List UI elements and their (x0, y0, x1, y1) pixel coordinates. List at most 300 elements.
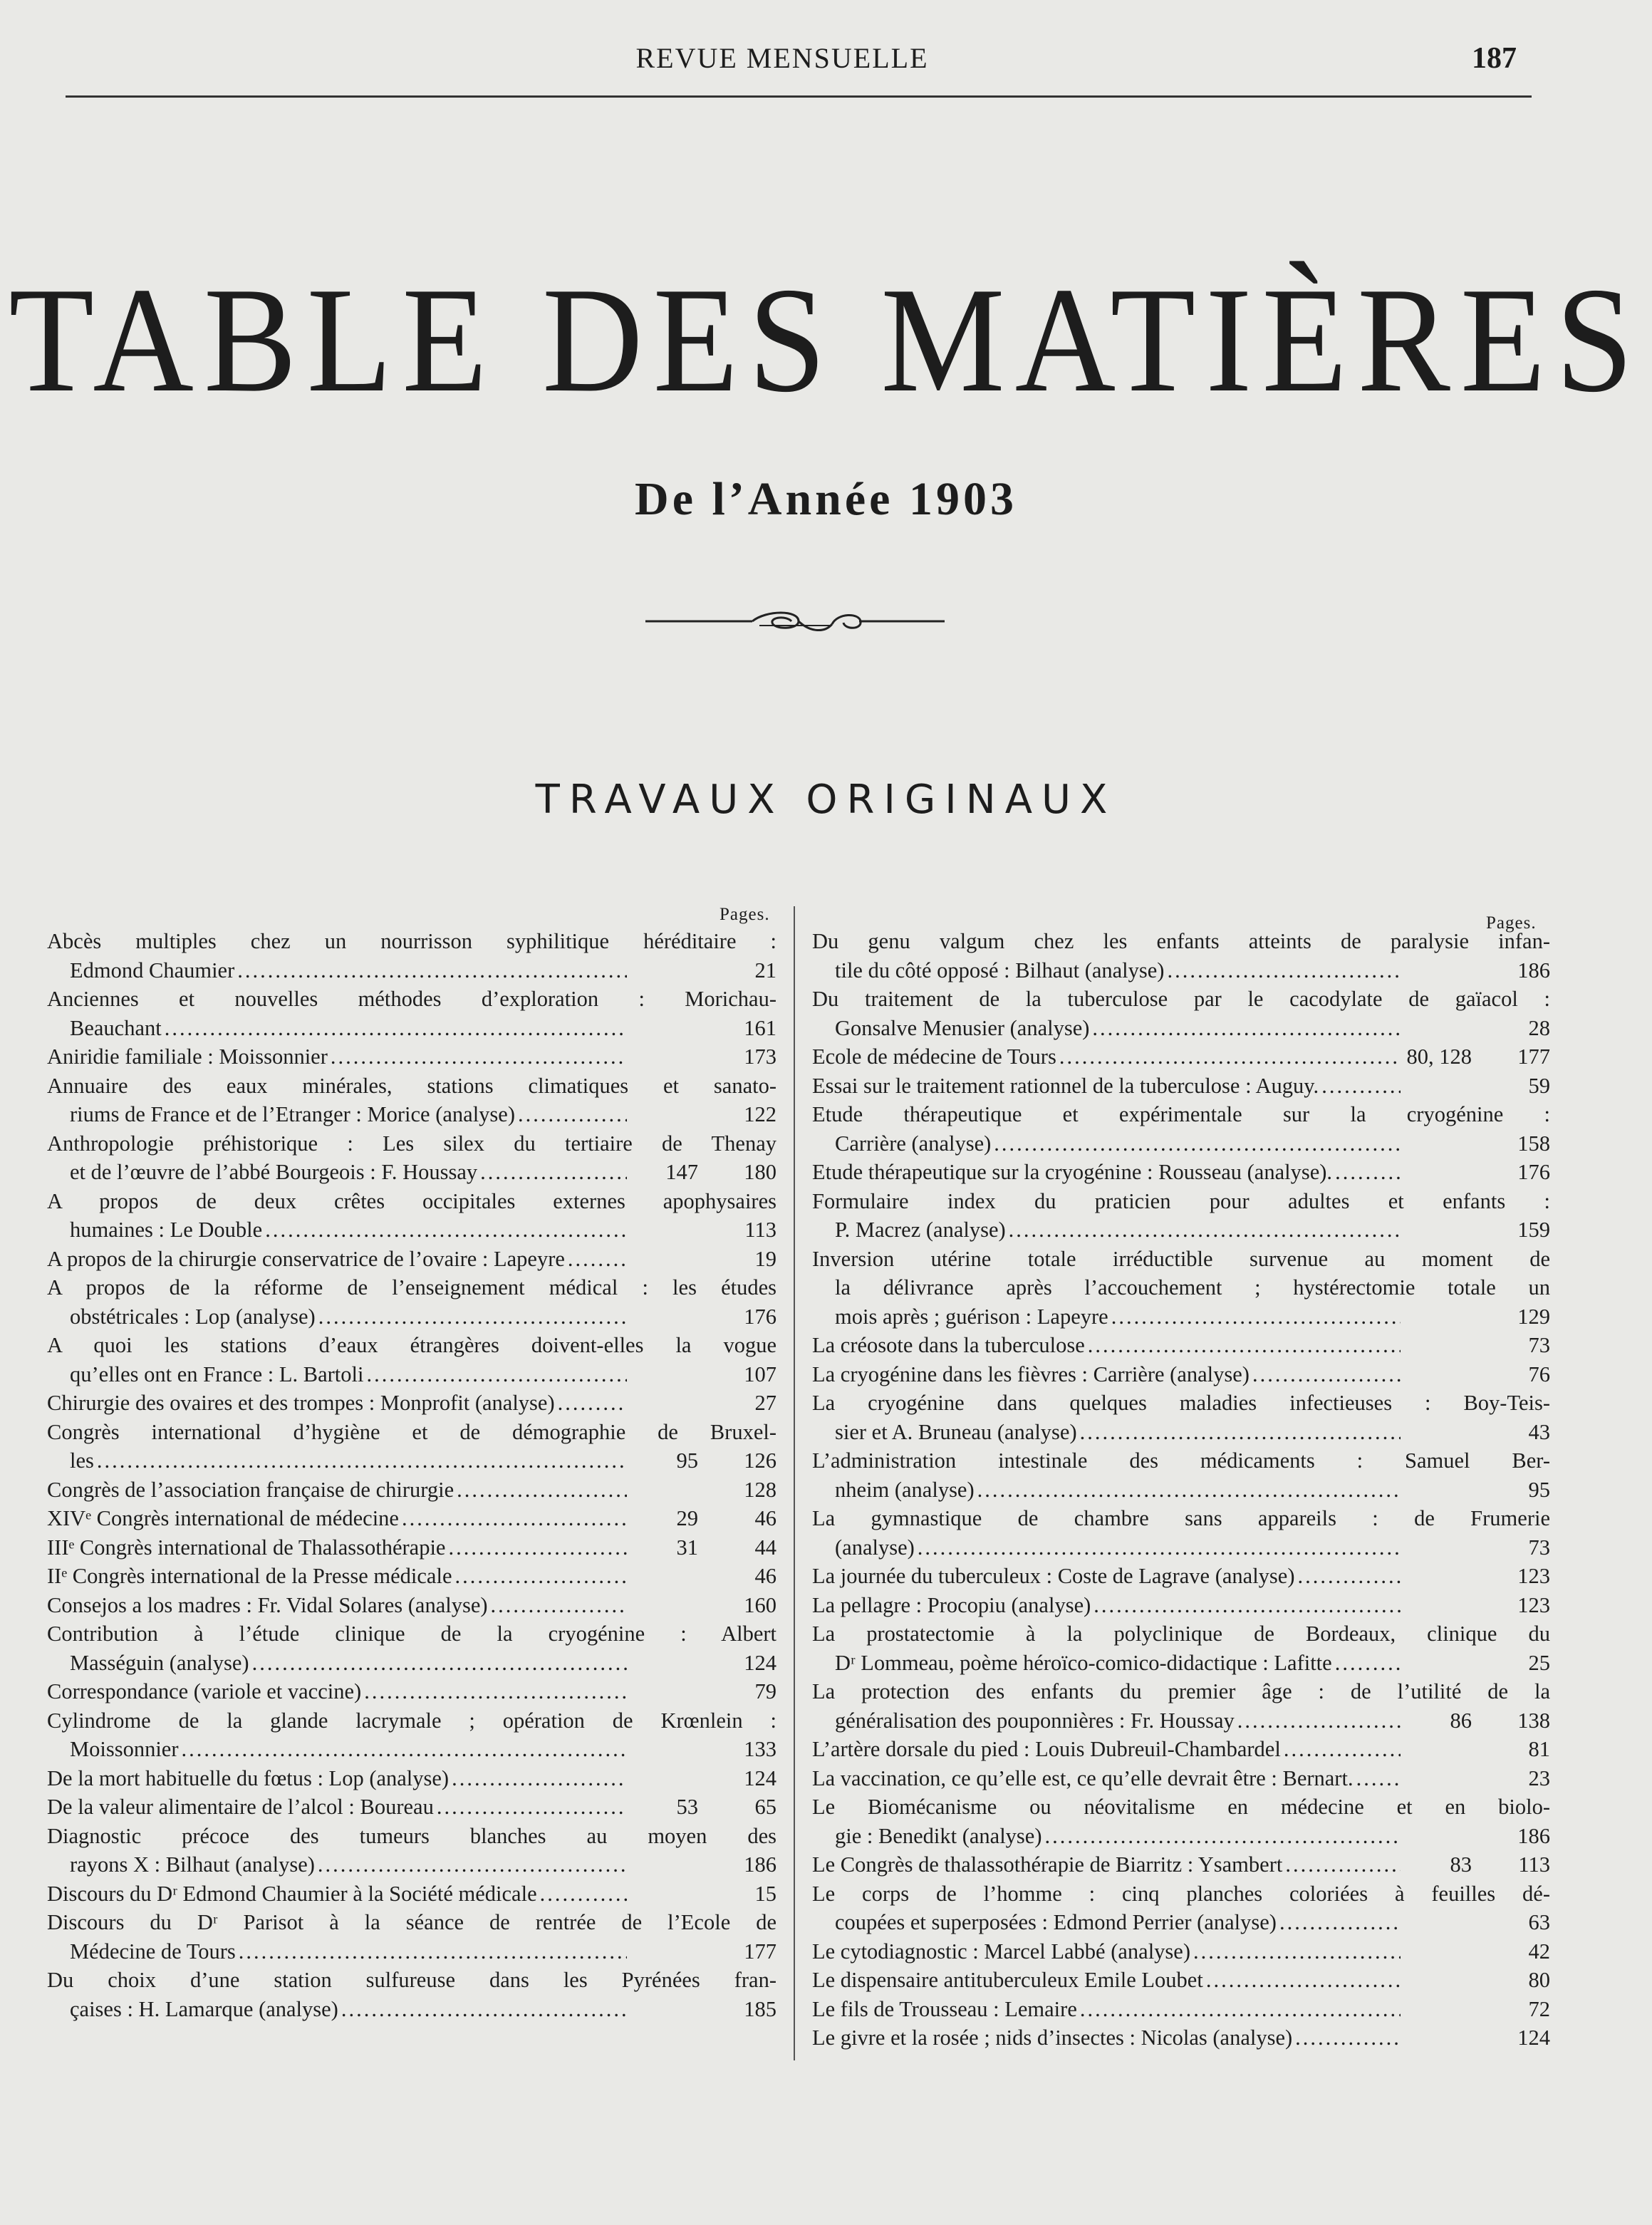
entry-page-number: 124 (1517, 2026, 1550, 2050)
entry-page-number: 73 (1528, 1333, 1550, 1357)
entry-page-number: 158 (1517, 1131, 1550, 1156)
toc-entry (812, 1937, 1550, 1966)
dot-leader (402, 1504, 627, 1533)
entry-last-line (812, 1215, 1550, 1245)
section-title: TRAVAUX ORIGINAUX (535, 777, 1117, 823)
entry-extra-page: 86 (1450, 1708, 1472, 1733)
entry-page-number: 81 (1528, 1737, 1550, 1761)
entry-page-number: 186 (1517, 958, 1550, 982)
dot-leader (454, 1562, 627, 1591)
dot-leader (1009, 1215, 1401, 1245)
toc-entry (47, 1966, 776, 2023)
running-title: REVUE MENSUELLE (635, 42, 929, 74)
toc-entry (812, 1158, 1550, 1187)
entry-text-line: Dʳ Lommeau, poème héroïco-comico-didactique : Lafitte (835, 1650, 1332, 1675)
ornament-divider-icon (645, 607, 945, 636)
column-divider (794, 906, 795, 2060)
dot-leader (1111, 1302, 1401, 1332)
toc-entry (47, 1562, 776, 1591)
entry-extra-page: 53 (676, 1795, 698, 1819)
entry-text-line: La protection des enfants du premier âge : de l’utilité de la (812, 1679, 1550, 1703)
toc-entry (812, 1504, 1550, 1562)
entry-text-line: la délivrance après l’accouchement ; hystérectomie totale un (835, 1275, 1550, 1300)
dot-leader (265, 1215, 627, 1245)
dot-leader (448, 1533, 627, 1562)
toc-left-column (47, 927, 776, 2023)
entry-text-line: nheim (analyse) (835, 1477, 975, 1502)
pages-header-right: Pages. (1486, 913, 1537, 933)
entry-text-line: La journée du tuberculeux : Coste de Lagrave (analyse) (812, 1564, 1295, 1588)
entry-last-line (47, 1591, 776, 1620)
dot-leader (1237, 1706, 1401, 1736)
dot-leader (1295, 2023, 1401, 2053)
entry-text-line: Contribution à l’étude clinique de la cryogénine : Albert (47, 1622, 776, 1646)
toc-entry (47, 1908, 776, 1966)
entry-last-line (812, 1158, 1550, 1187)
toc-entry (812, 1360, 1550, 1389)
entry-last-line (812, 1764, 1550, 1793)
entry-page-number: 123 (1517, 1564, 1550, 1588)
toc-entry (812, 1677, 1550, 1735)
entry-last-line (812, 1331, 1550, 1360)
entry-text-line: Le Biomécanisme ou néovitalisme en médecine et en biolo- (812, 1795, 1550, 1819)
entry-text-line: Discours du Dʳ Parisot à la séance de rentrée de l’Ecole de (47, 1910, 776, 1934)
dot-leader (341, 1995, 627, 2024)
entry-last-line (812, 1706, 1550, 1736)
dot-leader (1059, 1042, 1401, 1072)
entry-page-number: 107 (744, 1362, 776, 1386)
dot-leader (1088, 1331, 1401, 1360)
toc-entry (47, 1677, 776, 1706)
entry-page-number: 65 (754, 1795, 776, 1819)
entry-last-line (47, 956, 776, 985)
entry-page-number: 173 (744, 1044, 776, 1069)
entry-text-line: Essai sur le traitement rationnel de la tuberculose : Auguy. (812, 1073, 1319, 1098)
toc-entry (812, 1245, 1550, 1332)
entry-last-line (812, 1937, 1550, 1966)
entry-last-line (47, 1302, 776, 1332)
entry-text-line: riums de France et de l’Etranger : Morice (analyse) (70, 1102, 515, 1126)
entry-text-line: De la valeur alimentaire de l’alcol : Boureau (47, 1795, 434, 1819)
toc-entry (812, 927, 1550, 985)
entry-last-line (812, 1072, 1550, 1101)
entry-last-line (812, 956, 1550, 985)
entry-text-line: Carrière (analyse) (835, 1131, 992, 1156)
entry-text-line: et de l’œuvre de l’abbé Bourgeois : F. Houssay (70, 1160, 478, 1184)
entry-text-line: Moissonnier (70, 1737, 179, 1761)
entry-page-number: 133 (744, 1737, 776, 1761)
entry-text-line: les (70, 1448, 94, 1473)
dot-leader (1206, 1966, 1401, 1995)
entry-text-line: Gonsalve Menusier (analyse) (835, 1015, 1090, 1040)
entry-text-line: Médecine de Tours (70, 1939, 236, 1964)
entry-text-line: Le fils de Trousseau : Lemaire (812, 1996, 1077, 2021)
toc-entry (47, 1764, 776, 1793)
entry-text-line: Masséguin (analyse) (70, 1650, 249, 1675)
dot-leader (457, 1475, 627, 1505)
entry-text-line: A propos de la réforme de l’enseignement médical : les études (47, 1275, 776, 1300)
entry-text-line: Correspondance (variole et vaccine) (47, 1679, 362, 1703)
page-number: 187 (1472, 42, 1517, 75)
entry-page-number: 177 (1517, 1044, 1550, 1069)
dot-leader (1167, 956, 1401, 985)
entry-text-line: P. Macrez (analyse) (835, 1218, 1006, 1242)
entry-page-number: 129 (1517, 1304, 1550, 1329)
entry-text-line: Annuaire des eaux minérales, stations climatiques et sanato- (47, 1073, 776, 1098)
entry-text-line: Anciennes et nouvelles méthodes d’exploration : Morichau- (47, 987, 776, 1011)
dot-leader (977, 1475, 1401, 1505)
entry-page-number: 43 (1528, 1419, 1550, 1444)
toc-entry (47, 1504, 776, 1533)
toc-entry (47, 927, 776, 985)
entry-page-number: 159 (1517, 1218, 1550, 1242)
entry-page-number: 46 (754, 1506, 776, 1530)
dot-leader (1080, 1995, 1401, 2024)
dot-leader (1252, 1360, 1401, 1389)
entry-last-line (47, 1042, 776, 1072)
entry-text-line: IIᵉ Congrès international de la Presse médicale (47, 1564, 452, 1588)
dot-leader (318, 1302, 627, 1332)
entry-text-line: tile du côté opposé : Bilhaut (analyse) (835, 958, 1165, 982)
toc-entry (812, 985, 1550, 1042)
entry-last-line (812, 1850, 1550, 1879)
entry-text-line: Du genu valgum chez les enfants atteints de paralysie infan- (812, 929, 1550, 953)
entry-page-number: 185 (744, 1996, 776, 2021)
dot-leader (918, 1533, 1401, 1562)
toc-entry (812, 1072, 1550, 1101)
entry-text-line: Le dispensaire antituberculeux Emile Loubet (812, 1968, 1203, 1992)
entry-text-line: çaises : H. Lamarque (analyse) (70, 1996, 338, 2021)
entry-page-number: 76 (1528, 1362, 1550, 1386)
entry-text-line: Beauchant (70, 1015, 162, 1040)
entry-text-line: La gymnastique de chambre sans appareils : de Frumerie (812, 1506, 1550, 1530)
entry-page-number: 79 (754, 1679, 776, 1703)
toc-entry (812, 1042, 1550, 1072)
entry-last-line (812, 1042, 1550, 1072)
entry-last-line (812, 1649, 1550, 1678)
dot-leader (1335, 1649, 1401, 1678)
entry-page-number: 138 (1517, 1708, 1550, 1733)
entry-page-number: 176 (744, 1304, 776, 1329)
entry-last-line (812, 1360, 1550, 1389)
page-title: TABLE DES MATIÈRES (9, 256, 1643, 424)
entry-extra-page: 83 (1450, 1852, 1472, 1877)
entry-text-line: A quoi les stations d’eaux étrangères doivent-elles la vogue (47, 1333, 776, 1357)
entry-page-number: 186 (744, 1852, 776, 1877)
entry-text-line: qu’elles ont en France : L. Bartoli (70, 1362, 364, 1386)
entry-text-line: Consejos a los madres : Fr. Vidal Solares (analyse) (47, 1592, 488, 1617)
dot-leader (1321, 1072, 1401, 1101)
toc-entry (47, 1331, 776, 1389)
toc-entry (812, 1100, 1550, 1158)
entry-text-line: La créosote dans la tuberculose (812, 1333, 1085, 1357)
dot-leader (1356, 1764, 1401, 1793)
entry-text-line: rayons X : Bilhaut (analyse) (70, 1852, 315, 1877)
entry-page-number: 28 (1528, 1015, 1550, 1040)
dot-leader (182, 1735, 628, 1764)
entry-last-line (47, 1533, 776, 1562)
pages-header-left: Pages. (719, 905, 770, 924)
entry-text-line: Le Congrès de thalassothérapie de Biarritz : Ysambert (812, 1852, 1283, 1877)
entry-last-line (47, 1360, 776, 1389)
toc-entry (812, 1389, 1550, 1446)
entry-last-line (812, 1418, 1550, 1447)
entry-page-number: 124 (744, 1650, 776, 1675)
entry-page-number: 21 (754, 958, 776, 982)
entry-last-line (47, 1504, 776, 1533)
entry-last-line (47, 1735, 776, 1764)
entry-text-line: IIIᵉ Congrès international de Thalassothérapie (47, 1535, 446, 1560)
toc-entry (812, 2023, 1550, 2053)
running-header (0, 41, 1652, 77)
entry-last-line (47, 1793, 776, 1822)
entry-last-line (47, 1764, 776, 1793)
dot-leader (318, 1850, 627, 1879)
entry-text-line: obstétricales : Lop (analyse) (70, 1304, 316, 1329)
entry-last-line (812, 1533, 1550, 1562)
entry-text-line: Formulaire index du praticien pour adultes et enfants : (812, 1188, 1550, 1213)
toc-entry (812, 1187, 1550, 1245)
dot-leader (366, 1360, 627, 1389)
entry-last-line (47, 1995, 776, 2024)
toc-entry (47, 1389, 776, 1418)
entry-last-line (812, 1966, 1550, 1995)
entry-text-line: Etude thérapeutique et expérimentale sur la cryogénine : (812, 1102, 1550, 1126)
entry-text-line: Du traitement de la tuberculose par le cacodylate de gaïacol : (812, 987, 1550, 1011)
toc-entry (47, 1129, 776, 1187)
dot-leader (1298, 1562, 1401, 1591)
toc-entry (47, 1822, 776, 1879)
entry-last-line (812, 1591, 1550, 1620)
toc-entry (47, 1418, 776, 1475)
entry-extra-page: 147 (665, 1160, 698, 1184)
dot-leader (331, 1042, 627, 1072)
entry-text-line: A propos de la chirurgie conservatrice de l’ovaire : Lapeyre (47, 1246, 565, 1271)
entry-last-line (47, 1850, 776, 1879)
entry-text-line: La pellagre : Procopiu (analyse) (812, 1592, 1091, 1617)
entry-text-line: Etude thérapeutique sur la cryogénine : Rousseau (analyse). (812, 1160, 1333, 1184)
dot-leader (364, 1677, 627, 1706)
entry-text-line: Du choix d’une station sulfureuse dans les Pyrénées fran- (47, 1968, 776, 1992)
entry-text-line: Ecole de médecine de Tours (812, 1044, 1056, 1069)
entry-page-number: 128 (744, 1477, 776, 1502)
entry-text-line: La cryogénine dans quelques maladies infectieuses : Boy-Teis- (812, 1391, 1550, 1415)
entry-last-line (47, 1245, 776, 1274)
entry-page-number: 46 (754, 1564, 776, 1588)
entry-text-line: humaines : Le Double (70, 1218, 263, 1242)
entry-page-number: 80 (1528, 1968, 1550, 1992)
entry-text-line: A propos de deux crêtes occipitales externes apophysaires (47, 1188, 776, 1213)
entry-page-number: 186 (1517, 1823, 1550, 1848)
entry-text-line: Congrès de l’association française de chirurgie (47, 1477, 454, 1502)
entry-page-number: 124 (744, 1765, 776, 1790)
toc-entry (812, 1793, 1550, 1850)
toc-entry (812, 1331, 1550, 1360)
toc-entry (47, 1619, 776, 1677)
dot-leader (1080, 1418, 1401, 1447)
entry-page-number: 122 (744, 1102, 776, 1126)
entry-page-number: 177 (744, 1939, 776, 1964)
toc-entry (47, 1706, 776, 1764)
entry-page-number: 160 (744, 1592, 776, 1617)
entry-page-number: 15 (754, 1881, 776, 1906)
entry-page-number: 44 (754, 1535, 776, 1560)
entry-text-line: L’artère dorsale du pied : Louis Dubreuil-Chambardel (812, 1737, 1281, 1761)
entry-last-line (47, 1649, 776, 1678)
entry-page-number: 180 (744, 1160, 776, 1184)
dot-leader (1285, 1850, 1401, 1879)
toc-entry (812, 1735, 1550, 1764)
entry-last-line (47, 1475, 776, 1505)
entry-text-line: Discours du Dʳ Edmond Chaumier à la Société médicale (47, 1881, 537, 1906)
entry-text-line: XIVᵉ Congrès international de médecine (47, 1506, 399, 1530)
entry-text-line: Le corps de l’homme : cinq planches coloriées à feuilles dé- (812, 1881, 1550, 1906)
dot-leader (1045, 1822, 1401, 1851)
entry-last-line (812, 1014, 1550, 1043)
toc-entry (47, 1245, 776, 1274)
entry-text-line: L’administration intestinale des médicaments : Samuel Ber- (812, 1448, 1550, 1473)
entry-last-line (812, 1995, 1550, 2024)
entry-page-number: 123 (1517, 1592, 1550, 1617)
header-rule (66, 95, 1532, 98)
entry-extra-page: 80, 128 (1406, 1044, 1472, 1069)
dot-leader (452, 1764, 627, 1793)
entry-text-line: Cylindrome de la glande lacrymale ; opération de Krœnlein : (47, 1708, 776, 1733)
dot-leader (491, 1591, 627, 1620)
entry-text-line: gie : Benedikt (analyse) (835, 1823, 1042, 1848)
dot-leader (97, 1446, 627, 1475)
toc-entry (47, 1475, 776, 1505)
entry-text-line: Anthropologie préhistorique : Les silex du tertiaire de Thenay (47, 1131, 776, 1156)
toc-entry (812, 1850, 1550, 1879)
toc-entry (47, 1042, 776, 1072)
entry-page-number: 95 (1528, 1477, 1550, 1502)
toc-entry (812, 1591, 1550, 1620)
toc-entry (47, 1793, 776, 1822)
entry-page-number: 126 (744, 1448, 776, 1473)
entry-text-line: Chirurgie des ovaires et des trompes : Monprofit (analyse) (47, 1391, 555, 1415)
dot-leader (568, 1245, 627, 1274)
entry-page-number: 113 (1518, 1852, 1550, 1877)
entry-extra-page: 31 (676, 1535, 698, 1560)
toc-entry (47, 1187, 776, 1245)
entry-text-line: Aniridie familiale : Moissonnier (47, 1044, 328, 1069)
entry-last-line (812, 1302, 1550, 1332)
entry-text-line: Le givre et la rosée ; nids d’insectes : Nicolas (analyse) (812, 2026, 1293, 2050)
entry-text-line: Edmond Chaumier (70, 958, 235, 982)
entry-text-line: coupées et superposées : Edmond Perrier (analyse) (835, 1910, 1277, 1934)
dot-leader (1193, 1937, 1401, 1966)
dot-leader (252, 1649, 627, 1678)
entry-page-number: 25 (1528, 1650, 1550, 1675)
entry-text-line: Diagnostic précoce des tumeurs blanches au moyen des (47, 1823, 776, 1848)
entry-text-line: généralisation des pouponnières : Fr. Houssay (835, 1708, 1235, 1733)
entry-page-number: 113 (744, 1218, 776, 1242)
entry-last-line (47, 1215, 776, 1245)
toc-entry (47, 1533, 776, 1562)
entry-page-number: 161 (744, 1015, 776, 1040)
dot-leader (1279, 1908, 1401, 1937)
entry-last-line (47, 1014, 776, 1043)
entry-text-line: De la mort habituelle du fœtus : Lop (analyse) (47, 1765, 450, 1790)
toc-entry (47, 1273, 776, 1331)
entry-page-number: 72 (1528, 1996, 1550, 2021)
entry-last-line (812, 1562, 1550, 1591)
entry-last-line (812, 1822, 1550, 1851)
toc-entry (812, 1446, 1550, 1504)
entry-text-line: Abcès multiples chez un nourrisson syphilitique héréditaire : (47, 929, 776, 953)
toc-entry (812, 1879, 1550, 1937)
entry-extra-page: 29 (676, 1506, 698, 1530)
entry-page-number: 23 (1528, 1765, 1550, 1790)
toc-entry (47, 1072, 776, 1129)
dot-leader (540, 1879, 627, 1909)
entry-page-number: 59 (1528, 1073, 1550, 1098)
entry-last-line (812, 1475, 1550, 1505)
entry-text-line: sier et A. Bruneau (analyse) (835, 1419, 1077, 1444)
toc-entry (47, 985, 776, 1042)
entry-last-line (47, 1100, 776, 1129)
entry-last-line (47, 1937, 776, 1966)
dot-leader (1092, 1014, 1401, 1043)
entry-last-line (812, 1908, 1550, 1937)
dot-leader (1335, 1158, 1401, 1187)
dot-leader (437, 1793, 627, 1822)
dot-leader (480, 1158, 627, 1187)
entry-page-number: 19 (754, 1246, 776, 1271)
toc-entry (47, 1591, 776, 1620)
toc-entry (47, 1879, 776, 1909)
entry-last-line (47, 1389, 776, 1418)
toc-right-column (812, 927, 1550, 2053)
dot-leader (239, 1937, 627, 1966)
dot-leader (237, 956, 627, 985)
toc-entry (812, 1619, 1550, 1677)
dot-leader (994, 1129, 1401, 1158)
entry-page-number: 42 (1528, 1939, 1550, 1964)
entry-extra-page: 95 (676, 1448, 698, 1473)
entry-text-line: mois après ; guérison : Lapeyre (835, 1304, 1108, 1329)
dot-leader (165, 1014, 627, 1043)
entry-text-line: La prostatectomie à la polyclinique de Bordeaux, clinique du (812, 1622, 1550, 1646)
dot-leader (558, 1389, 627, 1418)
entry-last-line (812, 1129, 1550, 1158)
entry-text-line: Inversion utérine totale irréductible survenue au moment de (812, 1246, 1550, 1271)
entry-page-number: 27 (754, 1391, 776, 1415)
entry-text-line: (analyse) (835, 1535, 915, 1560)
dot-leader (1284, 1735, 1401, 1764)
entry-last-line (47, 1446, 776, 1475)
entry-text-line: La vaccination, ce qu’elle est, ce qu’elle devrait être : Bernart. (812, 1765, 1354, 1790)
entry-page-number: 63 (1528, 1910, 1550, 1934)
entry-last-line (812, 1735, 1550, 1764)
entry-text-line: La cryogénine dans les fièvres : Carrière (analyse) (812, 1362, 1250, 1386)
entry-last-line (47, 1677, 776, 1706)
toc-entry (812, 1995, 1550, 2024)
dot-leader (518, 1100, 627, 1129)
toc-entry (812, 1966, 1550, 1995)
entry-last-line (47, 1158, 776, 1187)
page-subtitle: De l’Année 1903 (635, 473, 1017, 525)
entry-page-number: 176 (1517, 1160, 1550, 1184)
entry-last-line (47, 1879, 776, 1909)
entry-last-line (812, 2023, 1550, 2053)
toc-entry (812, 1562, 1550, 1591)
toc-entry (812, 1764, 1550, 1793)
dot-leader (1093, 1591, 1401, 1620)
entry-last-line (47, 1562, 776, 1591)
entry-page-number: 73 (1528, 1535, 1550, 1560)
